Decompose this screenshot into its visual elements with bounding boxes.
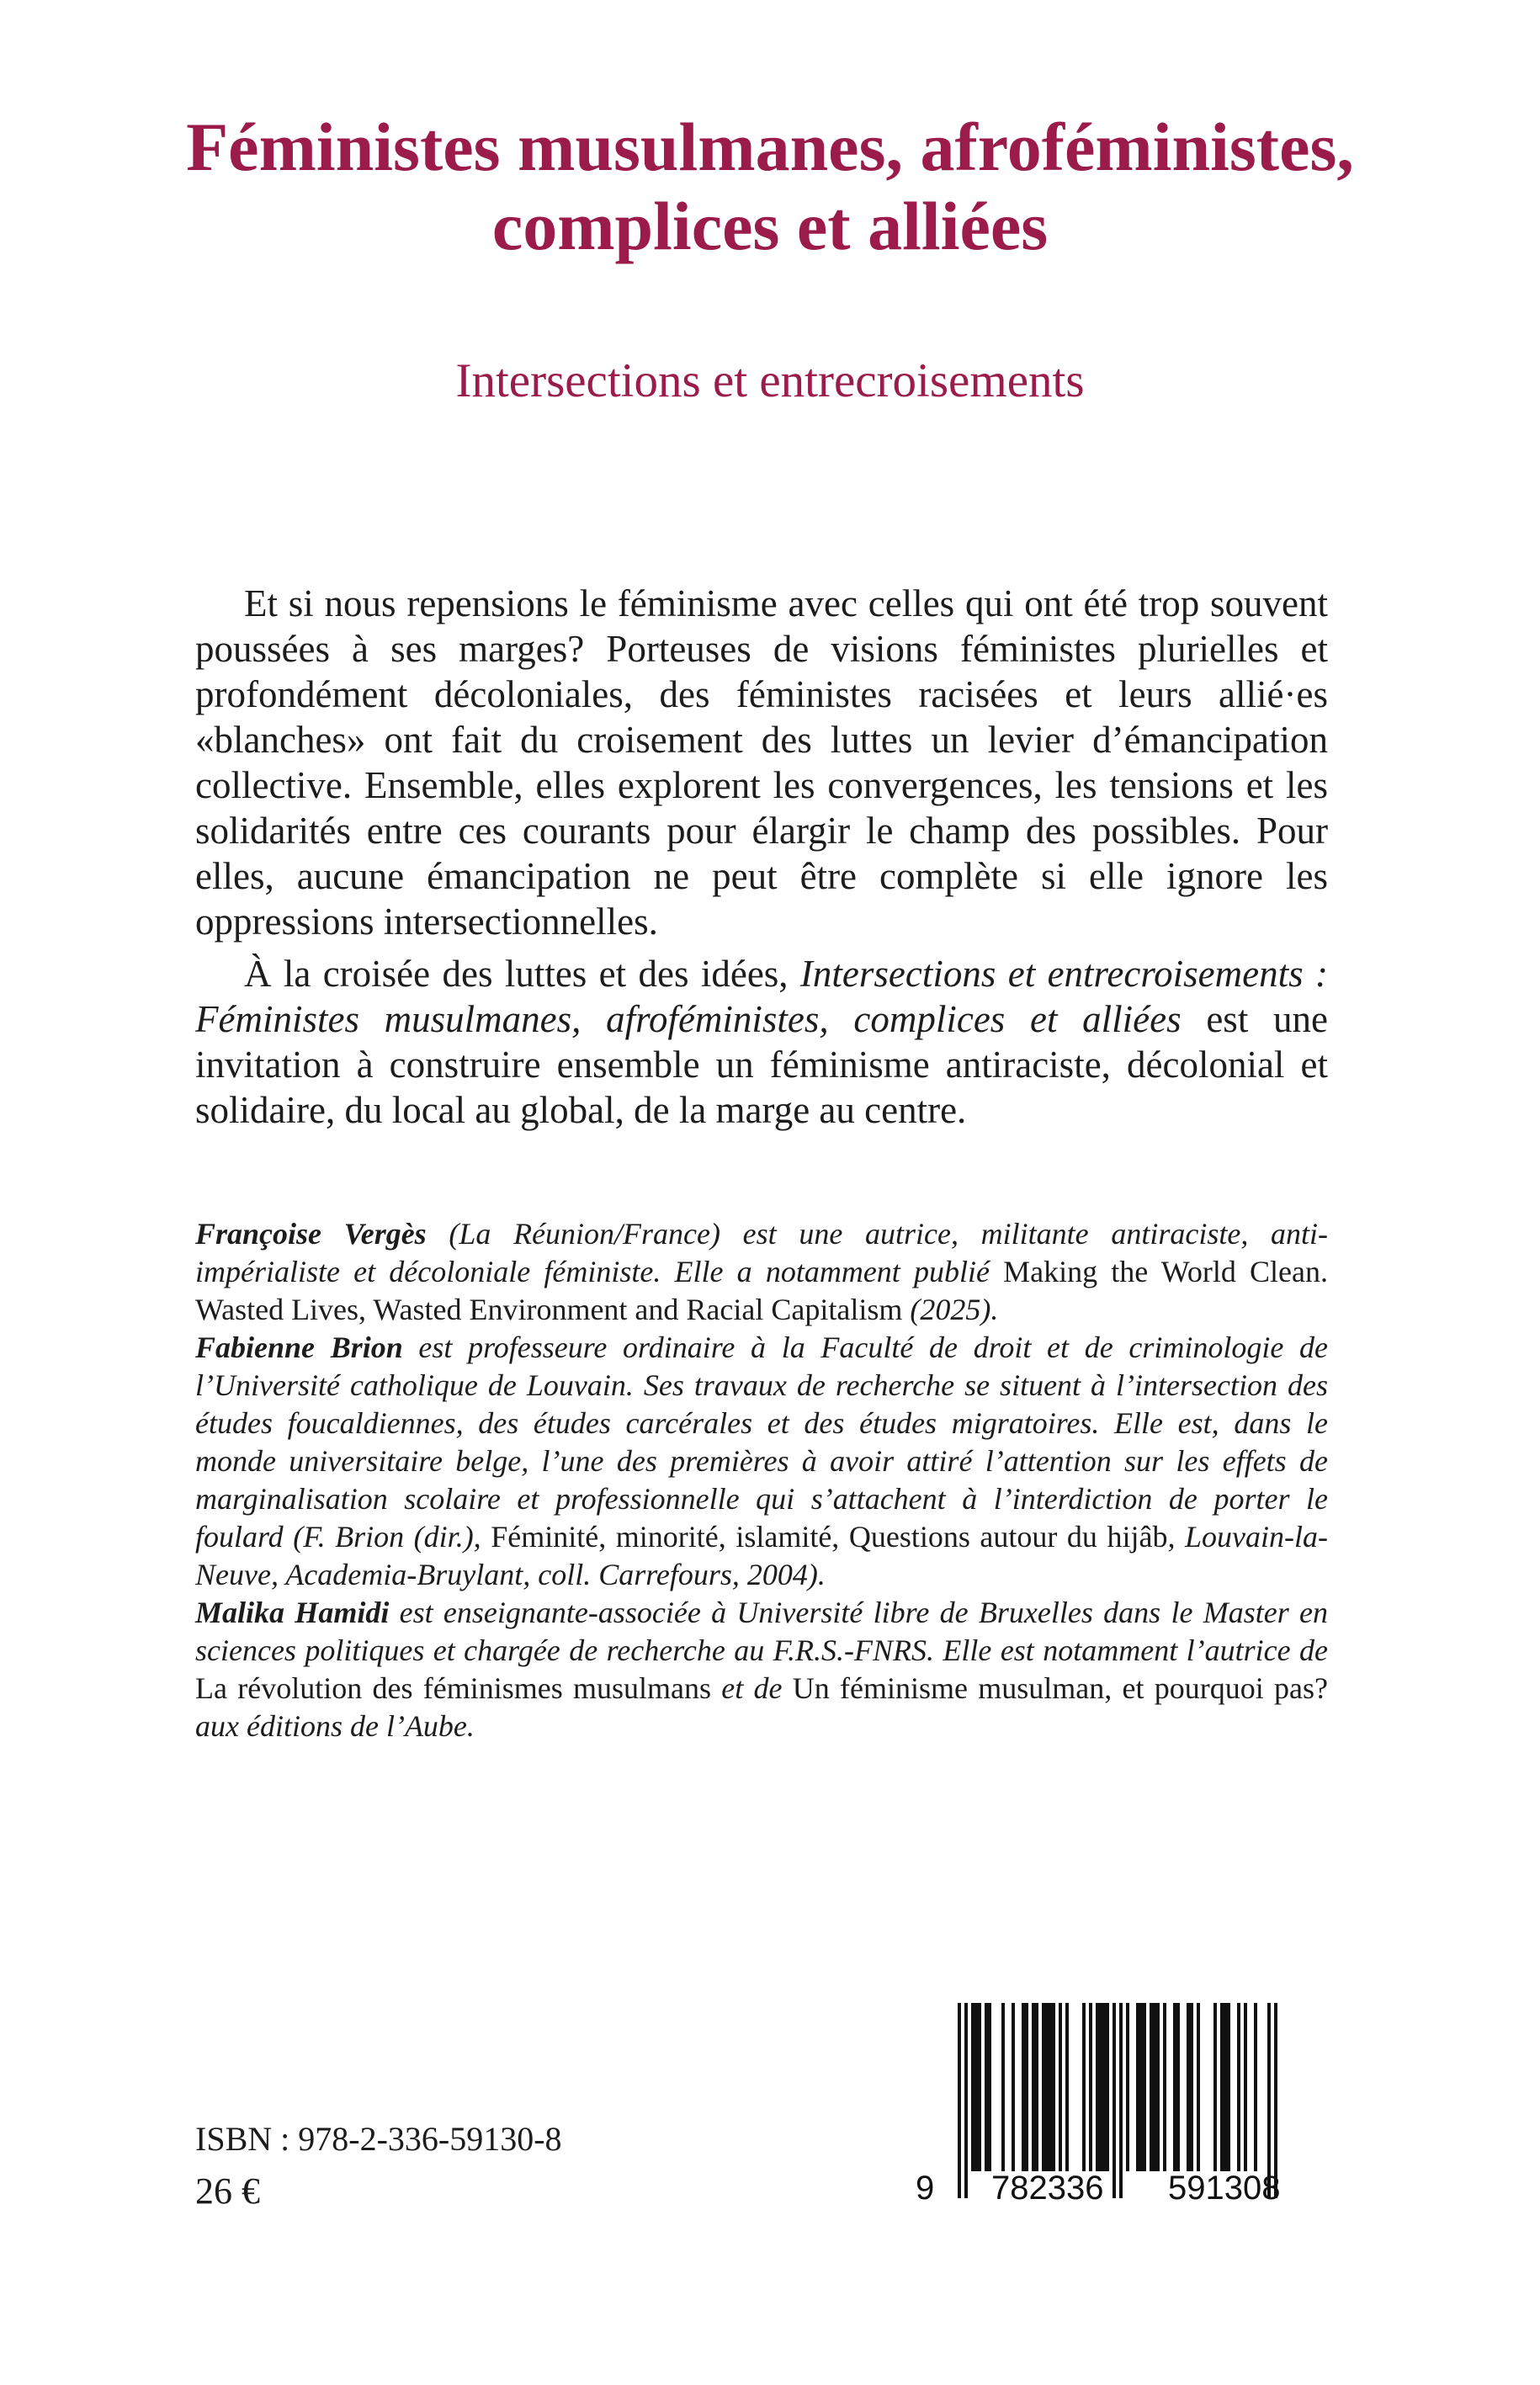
barcode-bar bbox=[1150, 2003, 1153, 2171]
barcode-bar bbox=[1059, 2003, 1062, 2171]
barcode-digit-first: 9 bbox=[916, 2170, 935, 2207]
author-name-verges: Françoise Vergès bbox=[195, 1217, 427, 1251]
title-line-1: Féministes musulmanes, afroféministes, bbox=[186, 109, 1354, 185]
barcode-bar bbox=[1052, 2003, 1055, 2171]
barcode-bar bbox=[1102, 2003, 1106, 2171]
barcode-bar bbox=[1153, 2003, 1156, 2171]
barcode-bar bbox=[978, 2003, 981, 2171]
barcode-bar bbox=[1001, 2003, 1005, 2171]
summary-book-title: Intersections et entrecroisements : Féministes musulmanes, afroféministes, complices et alliées bbox=[195, 953, 1328, 1040]
title-line-2: complices et alliées bbox=[491, 188, 1049, 264]
summary-paragraph-1: Et si nous repensions le féminisme avec celles qui ont été trop souvent poussées à ses marges? Porteuses de visions féministes plurielles et profondément décoloniales, des féministes racisées et leurs allié·es «blanches» ont fait du croisement des luttes un levier d’émancipation collective. Ensemble, elles explorent les convergences, les tensions et les solidarités entre ces courants pour élargir le champ des possibles. Pour elles, aucune émancipation ne peut être complète si elle ignore les oppressions intersectionnelles. bbox=[195, 582, 1328, 943]
barcode-bar bbox=[1035, 2003, 1038, 2171]
work-title-hamidi-2: Un féminisme musulman, et pourquoi pas? bbox=[792, 1671, 1328, 1705]
barcode-bar bbox=[1113, 2003, 1116, 2198]
barcode-bar bbox=[988, 2003, 991, 2171]
barcode-bar bbox=[985, 2003, 988, 2171]
barcode-bar bbox=[1126, 2003, 1129, 2171]
author-bio-verges: Françoise Vergès (La Réunion/France) est une autrice, militante antiraciste, anti-impérialiste et décoloniale féministe. Elle a notamment publié Making the World Clean. Wasted Lives, Wasted Environment and Racial Capitalism (2025). bbox=[195, 1217, 1328, 1326]
summary-paragraph-2 bbox=[195, 951, 1328, 1133]
summary-text bbox=[195, 581, 1328, 1133]
price-text: 26 € bbox=[195, 2170, 260, 2212]
barcode-bar bbox=[1065, 2003, 1069, 2171]
author-name-hamidi: Malika Hamidi bbox=[195, 1596, 390, 1629]
barcode-bar bbox=[1213, 2003, 1217, 2171]
author-bio-brion: Fabienne Brion est professeure ordinaire à la Faculté de droit et de criminologie de l’Université catholique de Louvain. Ses travaux de recherche se situent à l’intersection des études foucaldiennes, des études carcérales et des études migratoires. Elle est, dans le monde universitaire belge, l’une des premières à avoir attiré l’attention sur les effets de marginalisation scolaire et professionnelle qui s’attachent à l’interdiction de porter le foulard (F. Brion (dir.), Féminité, minorité, islamité, Questions autour du hijâb, Louvain-la-Neuve, Academia-Bruylant, coll. Carrefours, 2004). bbox=[195, 1331, 1329, 1591]
isbn-text: ISBN : 978-2-336-59130-8 bbox=[195, 2120, 562, 2158]
work-title-verges: Making the World Clean. Wasted Lives, Wasted Environment and Racial Capitalism bbox=[195, 1255, 1328, 1326]
barcode-bar bbox=[1136, 2003, 1139, 2171]
barcode-bar bbox=[1227, 2003, 1230, 2171]
barcode-bar bbox=[1244, 2003, 1247, 2171]
barcode-bar bbox=[1220, 2003, 1224, 2171]
barcode-bar bbox=[1197, 2003, 1200, 2171]
barcode-bar bbox=[1254, 2003, 1257, 2171]
barcode-bar bbox=[1022, 2003, 1025, 2171]
barcode-bar bbox=[1119, 2003, 1123, 2198]
barcode-group-right: 591308 bbox=[1168, 2170, 1281, 2207]
book-subtitle: Intersections et entrecroisements bbox=[455, 354, 1085, 407]
barcode-group-left: 782336 bbox=[991, 2170, 1104, 2207]
barcode-bar bbox=[1082, 2003, 1086, 2171]
barcode-bar bbox=[974, 2003, 978, 2171]
barcode-bar bbox=[1187, 2003, 1190, 2171]
barcode-bar bbox=[964, 2003, 968, 2198]
summary-p2-end: est une invitation à construire ensemble un féminisme antiraciste, décolonial et solidaire, du local au global, de la marge au centre. bbox=[195, 998, 1328, 1131]
barcode-bar bbox=[1224, 2003, 1227, 2171]
work-title-hamidi-1: La révolution des féminismes musulmans bbox=[195, 1671, 711, 1705]
barcode-bar bbox=[1143, 2003, 1146, 2171]
author-name-brion: Fabienne Brion bbox=[195, 1331, 403, 1364]
barcode-bar bbox=[1176, 2003, 1180, 2171]
barcode-bar bbox=[1237, 2003, 1240, 2171]
barcode-bar bbox=[1032, 2003, 1035, 2171]
barcode-bar bbox=[971, 2003, 974, 2171]
barcode-bar bbox=[958, 2003, 961, 2198]
work-title-brion: Féminité, minorité, islamité, Questions autour du hijâb bbox=[491, 1520, 1168, 1554]
barcode-bar bbox=[1156, 2003, 1160, 2171]
barcode-bar bbox=[1012, 2003, 1015, 2171]
barcode-bar bbox=[1025, 2003, 1028, 2171]
barcode-bar bbox=[1049, 2003, 1052, 2171]
barcode-bar bbox=[1042, 2003, 1045, 2171]
barcode-bar bbox=[1099, 2003, 1102, 2171]
barcode bbox=[916, 2003, 1320, 2222]
barcode-bar bbox=[1106, 2003, 1109, 2171]
author-bios bbox=[195, 1215, 1328, 1745]
barcode-bar bbox=[1139, 2003, 1143, 2171]
barcode-bar bbox=[1096, 2003, 1099, 2171]
author-bio-hamidi: Malika Hamidi est enseignante-associée à Université libre de Bruxelles dans le Master en sciences politiques et chargée de recherche au F.R.S.-FNRS. Elle est notamment l’autrice de La révolution des féminismes musulmans et de Un féminisme musulman, et pourquoi pas? aux éditions de l’Aube. bbox=[195, 1596, 1328, 1743]
barcode-bar bbox=[1045, 2003, 1049, 2171]
summary-p2-start: À la croisée des luttes et des idées, bbox=[244, 953, 800, 995]
barcode-bar bbox=[1173, 2003, 1176, 2171]
book-title bbox=[101, 108, 1439, 266]
barcode-bar bbox=[1163, 2003, 1166, 2171]
barcode-bar bbox=[1089, 2003, 1092, 2171]
barcode-bar bbox=[1190, 2003, 1193, 2171]
